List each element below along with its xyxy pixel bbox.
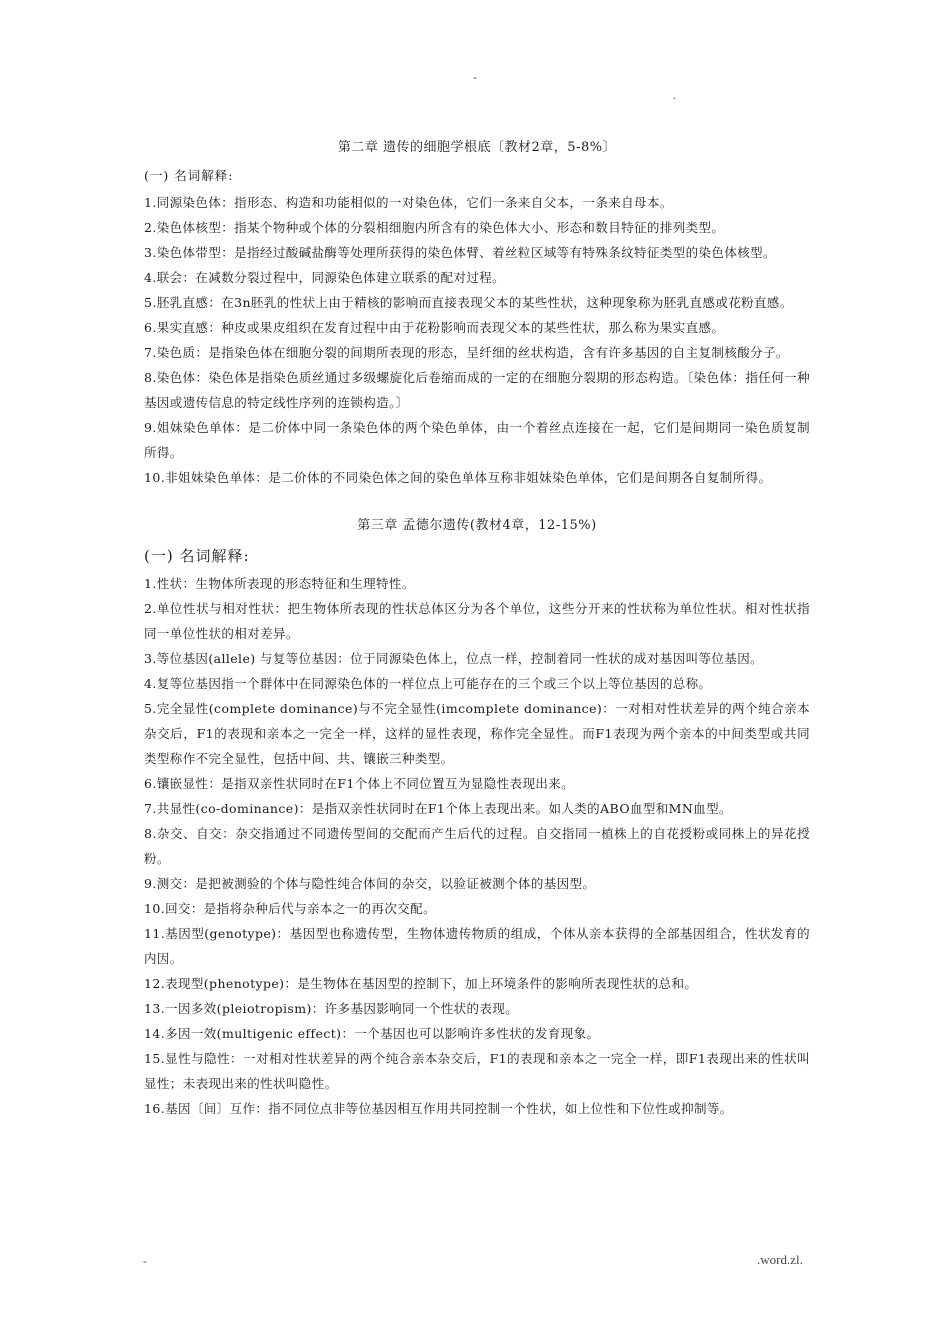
chapter3-term-2: 2.单位性状与相对性状：把生物体所表现的性状总体区分为各个单位，这些分开来的性状称为单位性状。相对性状指同一单位性状的相对差异。 xyxy=(144,601,810,641)
chapter3-term-15: 15.显性与隐性：一对相对性状差异的两个纯合亲本杂交后，F1的表现和亲本之一完全一样，即F1表现出来的性状叫显性；未表现出来的性状叫隐性。 xyxy=(144,1051,810,1091)
chapter2-term-list xyxy=(144,190,810,490)
chapter3-term-3: 3.等位基因(allele) 与复等位基因：位于同源染色体上，位点一样，控制着同一性状的成对基因叫等位基因。 xyxy=(144,651,763,666)
chapter3-term-1: 1.性状：生物体所表现的形态特征和生理特性。 xyxy=(144,576,415,591)
chapter2-section-heading: (一) 名词解释: xyxy=(144,168,234,183)
chapter2-term-1: 1.同源染色体：指形态、构造和功能相似的一对染色体，它们一条来自父本，一条来自母本。 xyxy=(144,195,673,210)
chapter3-term-14: 14.多因一效(multigenic effect)：一个基因也可以影响许多性状的发育现象。 xyxy=(144,1026,600,1041)
chapter2-term-5: 5.胚乳直感：在3n胚乳的性状上由于精核的影响而直接表现父本的某些性状，这种现象称为胚乳直感或花粉直感。 xyxy=(144,295,793,310)
chapter3-term-10: 10.回交：是指将杂种后代与亲本之一的再次交配。 xyxy=(144,901,436,916)
chapter3-term-9: 9.测交：是把被测验的个体与隐性纯合体间的杂交，以验证被测个体的基因型。 xyxy=(144,876,596,891)
chapter2-term-6: 6.果实直感：种皮或果皮组织在发育过程中由于花粉影响而表现父本的某些性状，那么称为果实直感。 xyxy=(144,320,725,335)
chapter2-term-10: 10.非姐妹染色单体：是二价体的不同染色体之间的染色单体互称非姐妹染色单体，它们是间期各自复制所得。 xyxy=(144,470,772,485)
header-right-mark: . xyxy=(673,88,676,102)
chapter3-term-11: 11.基因型(genotype)：基因型也称遗传型，生物体遗传物质的组成，个体从亲本获得的全部基因组合，性状发育的内因。 xyxy=(144,926,810,966)
chapter3-term-5: 5.完全显性(complete dominance)与不完全显性(imcomplete dominance)：一对相对性状差异的两个纯合亲本杂交后，F1的表现和亲本之一完全一样，这样的显性表现，称作完全显性。而F1表现为两个亲本的中间类型或共同类型称作不完全显性，包括中间、共、镶嵌三种类型。 xyxy=(144,701,810,766)
chapter3-term-7: 7.共显性(co-dominance)：是指双亲性状同时在F1个体上表现出来。如人类的ABO血型和MN血型。 xyxy=(144,801,732,816)
chapter2-term-2: 2.染色体核型：指某个物种或个体的分裂相细胞内所含有的染色体大小、形态和数目特征的排列类型。 xyxy=(144,220,725,235)
chapter2-term-3: 3.染色体带型：是指经过酸碱盐酶等处理所获得的染色体臂、着丝粒区域等有特殊条纹特征类型的染色体核型。 xyxy=(144,245,776,260)
chapter3-title: 第三章 孟德尔遗传(教材4章，12-15%) xyxy=(357,518,597,533)
footer-right-mark: .word.zl. xyxy=(757,1252,803,1267)
document-body xyxy=(144,139,810,1121)
chapter3-term-8: 8.杂交、自交：杂交指通过不同遗传型间的交配而产生后代的过程。自交指同一植株上的自花授粉或同株上的异花授粉。 xyxy=(144,826,810,866)
header-top-mark: - xyxy=(473,70,477,84)
chapter3-term-list xyxy=(144,571,810,1121)
chapter2-term-9: 9.姐妹染色单体：是二价体中同一条染色体的两个染色单体，由一个着丝点连接在一起，它们是间期同一染色质复制所得。 xyxy=(144,420,810,460)
chapter2-term-7: 7.染色质：是指染色体在细胞分裂的间期所表现的形态，呈纤细的丝状构造，含有许多基因的自主复制核酸分子。 xyxy=(144,345,789,360)
chapter3-section-heading: (一) 名词解释: xyxy=(144,547,250,565)
chapter3-term-16: 16.基因〔间〕互作：指不同位点非等位基因相互作用共同控制一个性状，如上位性和下位性或抑制等。 xyxy=(144,1101,733,1116)
footer-left-mark: - xyxy=(143,1254,147,1268)
chapter3-term-13: 13.一因多效(pleiotropism)：许多基因影响同一个性状的表现。 xyxy=(144,1001,519,1016)
chapter2-term-8: 8.染色体：染色体是指染色质丝通过多级螺旋化后卷缩而成的一定的在细胞分裂期的形态构造。〔染色体：指任何一种基因或遗传信息的特定线性序列的连锁构造。〕 xyxy=(144,370,810,410)
chapter3-term-12: 12.表现型(phenotype)：是生物体在基因型的控制下，加上环境条件的影响所表现性状的总和。 xyxy=(144,976,698,991)
chapter2-title: 第二章 遗传的细胞学根底〔教材2章，5-8%〕 xyxy=(337,140,617,155)
chapter2-term-4: 4.联会：在减数分裂过程中，同源染色体建立联系的配对过程。 xyxy=(144,270,506,285)
chapter3-term-4: 4.复等位基因指一个群体中在同源染色体的一样位点上可能存在的三个或三个以上等位基因的总称。 xyxy=(144,676,712,691)
chapter3-term-6: 6.镶嵌显性：是指双亲性状同时在F1个体上不同位置互为显隐性表现出来。 xyxy=(144,776,575,791)
